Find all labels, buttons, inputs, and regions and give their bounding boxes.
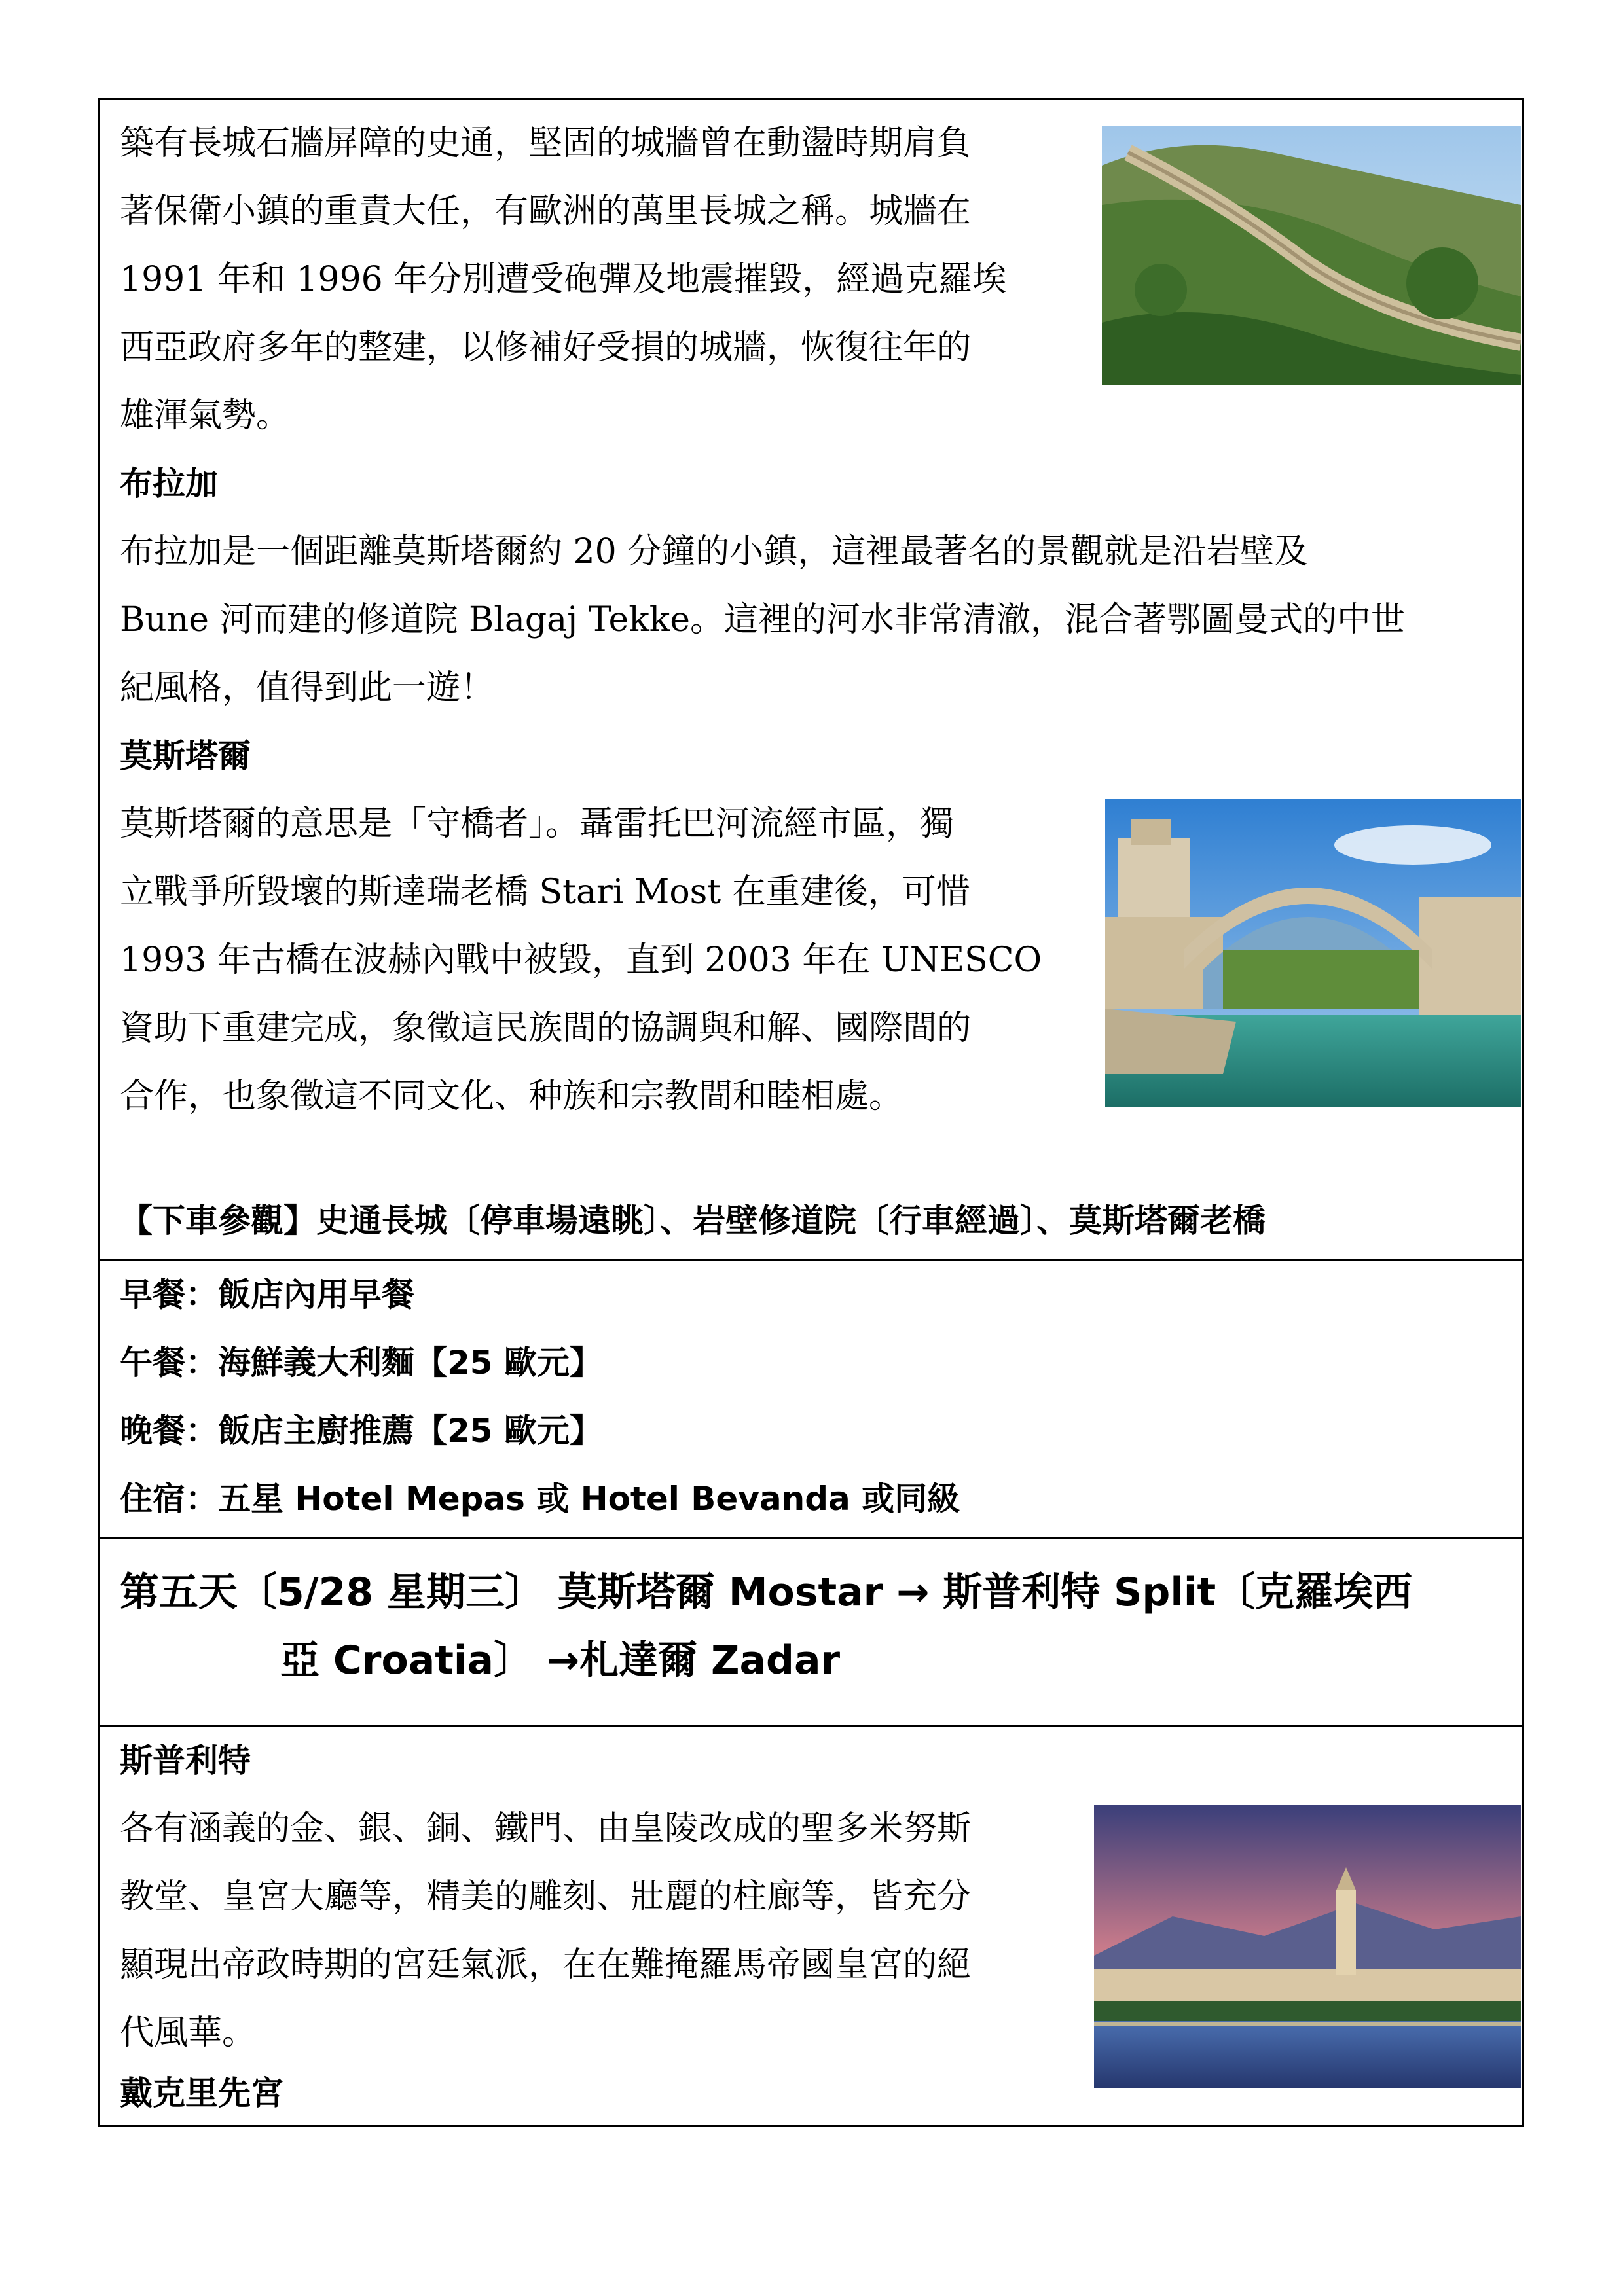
blagaj-text-line: Bune 河而建的修道院 Blagaj Tekke。這裡的河水非常清澈，混合著鄂圖曼式的中世 xyxy=(120,600,1406,639)
ston-text-line: 著保衛小鎮的重責大任，有歐洲的萬里長城之稱。城牆在 xyxy=(120,192,972,231)
ston-wall-photo xyxy=(1102,126,1521,385)
day5-title-line2: 亞 Croatia〕 →札達爾 Zadar xyxy=(280,1638,841,1683)
blagaj-heading: 布拉加 xyxy=(120,465,218,503)
mostar-text-line: 合作，也象徵這不同文化、种族和宗教間和睦相處。 xyxy=(120,1077,903,1116)
mostar-text-line: 立戰爭所毀壞的斯達瑞老橋 Stari Most 在重建後，可惜 xyxy=(120,872,970,912)
split-city-photo xyxy=(1094,1805,1521,2088)
split-text-line: 教堂、皇宮大廳等，精美的雕刻、壯麗的柱廊等，皆充分 xyxy=(120,1877,972,1916)
mostar-heading: 莫斯塔爾 xyxy=(120,737,251,775)
hotel-info: 住宿：五星 Hotel Mepas 或 Hotel Bevanda 或同級 xyxy=(120,1480,960,1518)
day-description-section xyxy=(100,100,1522,1259)
mostar-text-line: 資助下重建完成，象徵這民族間的協調與和解、國際間的 xyxy=(120,1009,972,1048)
itinerary-frame xyxy=(98,98,1524,2127)
ston-text-line: 築有長城石牆屏障的史通，堅固的城牆曾在動盪時期肩負 xyxy=(120,124,972,163)
split-text-line: 各有涵義的金、銀、銅、鐵門、由皇陵改成的聖多米努斯 xyxy=(120,1809,972,1848)
day5-header xyxy=(100,1539,1522,1723)
split-section xyxy=(100,1727,1522,2127)
mostar-text-line: 莫斯塔爾的意思是「守橋者」。聶雷托巴河流經市區，獨 xyxy=(120,804,955,844)
ston-text-line: 雄渾氣勢。 xyxy=(120,396,291,435)
mostar-bridge-photo xyxy=(1105,799,1521,1107)
mostar-text-line: 1993 年古橋在波赫內戰中被毀，直到 2003 年在 UNESCO xyxy=(120,941,1042,980)
blagaj-text-line: 紀風格，值得到此一遊！ xyxy=(120,668,495,708)
diocletian-heading: 戴克里先宮 xyxy=(120,2074,283,2112)
day5-title-line1: 第五天〔5/28 星期三〕 莫斯塔爾 Mostar → 斯普利特 Split〔克羅埃西 xyxy=(120,1570,1413,1615)
blagaj-text-line: 布拉加是一個距離莫斯塔爾約 20 分鐘的小鎮，這裡最著名的景觀就是沿岩壁及 xyxy=(120,532,1309,571)
ston-text-line: 1991 年和 1996 年分別遭受砲彈及地震摧毀，經過克羅埃 xyxy=(120,260,1007,299)
lunch-info: 午餐：海鮮義大利麵【25 歐元】 xyxy=(120,1344,602,1382)
breakfast-info: 早餐：飯店內用早餐 xyxy=(120,1276,414,1314)
split-text-line: 顯現出帝政時期的宮廷氣派，在在難掩羅馬帝國皇宮的絕 xyxy=(120,1945,972,1984)
ston-text-line: 西亞政府多年的整建，以修補好受損的城牆，恢復往年的 xyxy=(120,328,972,367)
dinner-info: 晚餐：飯店主廚推薦【25 歐元】 xyxy=(120,1412,602,1450)
meals-section xyxy=(100,1261,1522,1535)
split-heading: 斯普利特 xyxy=(120,1742,251,1780)
visit-summary: 【下車參觀】史通長城〔停車場遠眺〕、岩壁修道院〔行車經過〕、莫斯塔爾老橋 xyxy=(120,1202,1266,1240)
split-text-line: 代風華。 xyxy=(120,2013,257,2053)
